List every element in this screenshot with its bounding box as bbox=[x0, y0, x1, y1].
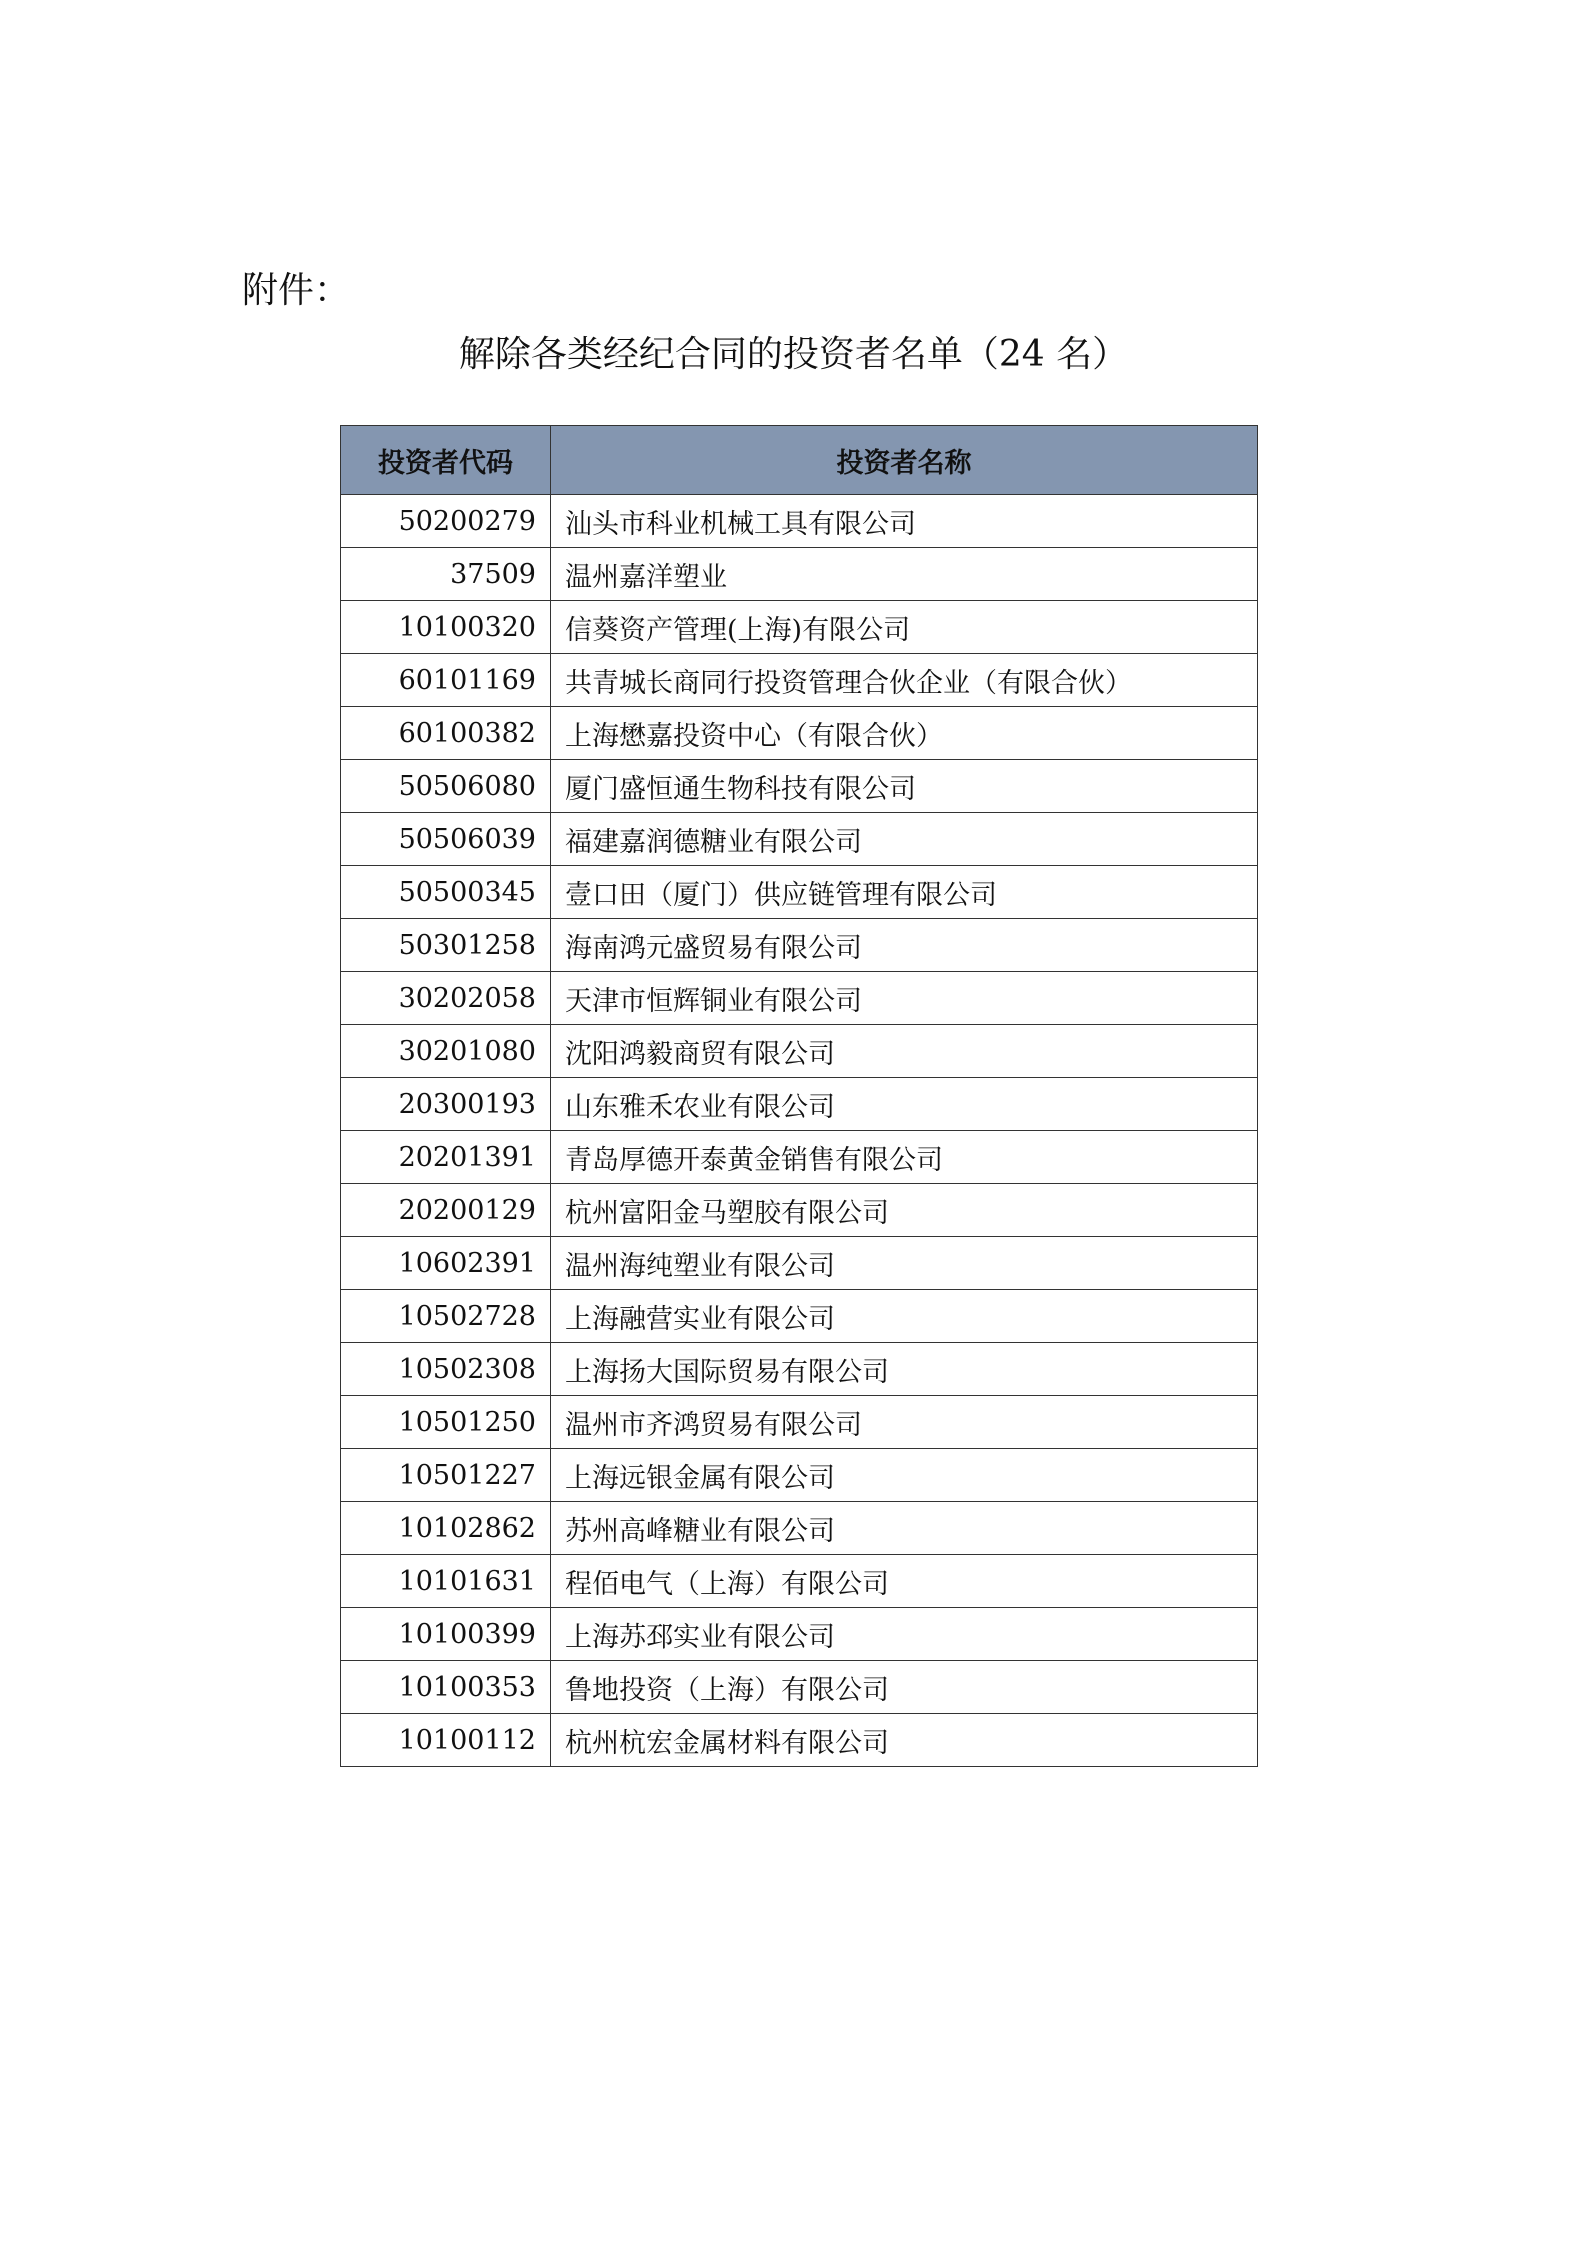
investor-name-cell: 汕头市科业机械工具有限公司 bbox=[551, 495, 1258, 548]
investor-name-cell: 厦门盛恒通生物科技有限公司 bbox=[551, 760, 1258, 813]
page-title: 解除各类经纪合同的投资者名单（24 名） bbox=[458, 334, 1129, 375]
table-row bbox=[341, 1343, 1258, 1396]
investor-name-cell: 沈阳鸿毅商贸有限公司 bbox=[551, 1025, 1258, 1078]
investor-code-cell: 10502308 bbox=[341, 1343, 551, 1396]
investor-name-cell: 程佰电气（上海）有限公司 bbox=[551, 1555, 1258, 1608]
investor-table bbox=[340, 425, 1258, 1767]
investor-code-cell: 30202058 bbox=[341, 972, 551, 1025]
investor-code-cell: 10100112 bbox=[341, 1714, 551, 1767]
investor-code-cell: 20300193 bbox=[341, 1078, 551, 1131]
investor-code-cell: 20200129 bbox=[341, 1184, 551, 1237]
investor-name-cell: 温州嘉洋塑业 bbox=[551, 548, 1258, 601]
table-row bbox=[341, 1131, 1258, 1184]
investor-name-cell: 福建嘉润德糖业有限公司 bbox=[551, 813, 1258, 866]
table-row bbox=[341, 1608, 1258, 1661]
table-row bbox=[341, 1025, 1258, 1078]
table-row bbox=[341, 813, 1258, 866]
table-row bbox=[341, 760, 1258, 813]
investor-name-cell: 青岛厚德开泰黄金销售有限公司 bbox=[551, 1131, 1258, 1184]
table-row bbox=[341, 1555, 1258, 1608]
investor-code-cell: 10502728 bbox=[341, 1290, 551, 1343]
header-investor-name: 投资者名称 bbox=[551, 426, 1258, 495]
table-row bbox=[341, 707, 1258, 760]
table-row bbox=[341, 866, 1258, 919]
table-row bbox=[341, 601, 1258, 654]
investor-name-cell: 温州海纯塑业有限公司 bbox=[551, 1237, 1258, 1290]
table-row bbox=[341, 972, 1258, 1025]
table-row bbox=[341, 1078, 1258, 1131]
table-row bbox=[341, 1290, 1258, 1343]
investor-name-cell: 上海扬大国际贸易有限公司 bbox=[551, 1343, 1258, 1396]
investor-name-cell: 苏州高峰糖业有限公司 bbox=[551, 1502, 1258, 1555]
investor-code-cell: 30201080 bbox=[341, 1025, 551, 1078]
investor-name-cell: 上海懋嘉投资中心（有限合伙） bbox=[551, 707, 1258, 760]
investor-name-cell: 杭州富阳金马塑胶有限公司 bbox=[551, 1184, 1258, 1237]
investor-name-cell: 山东雅禾农业有限公司 bbox=[551, 1078, 1258, 1131]
investor-code-cell: 60100382 bbox=[341, 707, 551, 760]
investor-name-cell: 杭州杭宏金属材料有限公司 bbox=[551, 1714, 1258, 1767]
investor-name-cell: 共青城长商同行投资管理合伙企业（有限合伙） bbox=[551, 654, 1258, 707]
investor-name-cell: 上海远银金属有限公司 bbox=[551, 1449, 1258, 1502]
investor-code-cell: 50506080 bbox=[341, 760, 551, 813]
table-row bbox=[341, 1396, 1258, 1449]
investor-code-cell: 10501250 bbox=[341, 1396, 551, 1449]
table-row bbox=[341, 654, 1258, 707]
investor-name-cell: 上海苏邳实业有限公司 bbox=[551, 1608, 1258, 1661]
investor-code-cell: 50500345 bbox=[341, 866, 551, 919]
investor-name-cell: 信葵资产管理(上海)有限公司 bbox=[551, 601, 1258, 654]
investor-name-cell: 海南鸿元盛贸易有限公司 bbox=[551, 919, 1258, 972]
investor-name-cell: 壹口田（厦门）供应链管理有限公司 bbox=[551, 866, 1258, 919]
investor-code-cell: 50301258 bbox=[341, 919, 551, 972]
table-row bbox=[341, 548, 1258, 601]
table-row bbox=[341, 1502, 1258, 1555]
investor-code-cell: 10501227 bbox=[341, 1449, 551, 1502]
attachment-label: 附件： bbox=[242, 270, 351, 311]
investor-code-cell: 10602391 bbox=[341, 1237, 551, 1290]
investor-code-cell: 10101631 bbox=[341, 1555, 551, 1608]
investor-name-cell: 鲁地投资（上海）有限公司 bbox=[551, 1661, 1258, 1714]
table-row bbox=[341, 1184, 1258, 1237]
investor-code-cell: 10100320 bbox=[341, 601, 551, 654]
table-row bbox=[341, 1449, 1258, 1502]
header-investor-code: 投资者代码 bbox=[341, 426, 551, 495]
table-row bbox=[341, 919, 1258, 972]
table-row bbox=[341, 495, 1258, 548]
investor-code-cell: 50200279 bbox=[341, 495, 551, 548]
table-body bbox=[341, 495, 1258, 1767]
investor-code-cell: 20201391 bbox=[341, 1131, 551, 1184]
investor-code-cell: 10100353 bbox=[341, 1661, 551, 1714]
investor-code-cell: 10100399 bbox=[341, 1608, 551, 1661]
investor-code-cell: 37509 bbox=[341, 548, 551, 601]
investor-code-cell: 50506039 bbox=[341, 813, 551, 866]
investor-name-cell: 天津市恒辉铜业有限公司 bbox=[551, 972, 1258, 1025]
investor-name-cell: 温州市齐鸿贸易有限公司 bbox=[551, 1396, 1258, 1449]
investor-code-cell: 10102862 bbox=[341, 1502, 551, 1555]
table-row bbox=[341, 1714, 1258, 1767]
investor-name-cell: 上海融营实业有限公司 bbox=[551, 1290, 1258, 1343]
table-row bbox=[341, 1237, 1258, 1290]
table-row bbox=[341, 1661, 1258, 1714]
investor-code-cell: 60101169 bbox=[341, 654, 551, 707]
table-header-row bbox=[341, 426, 1258, 495]
